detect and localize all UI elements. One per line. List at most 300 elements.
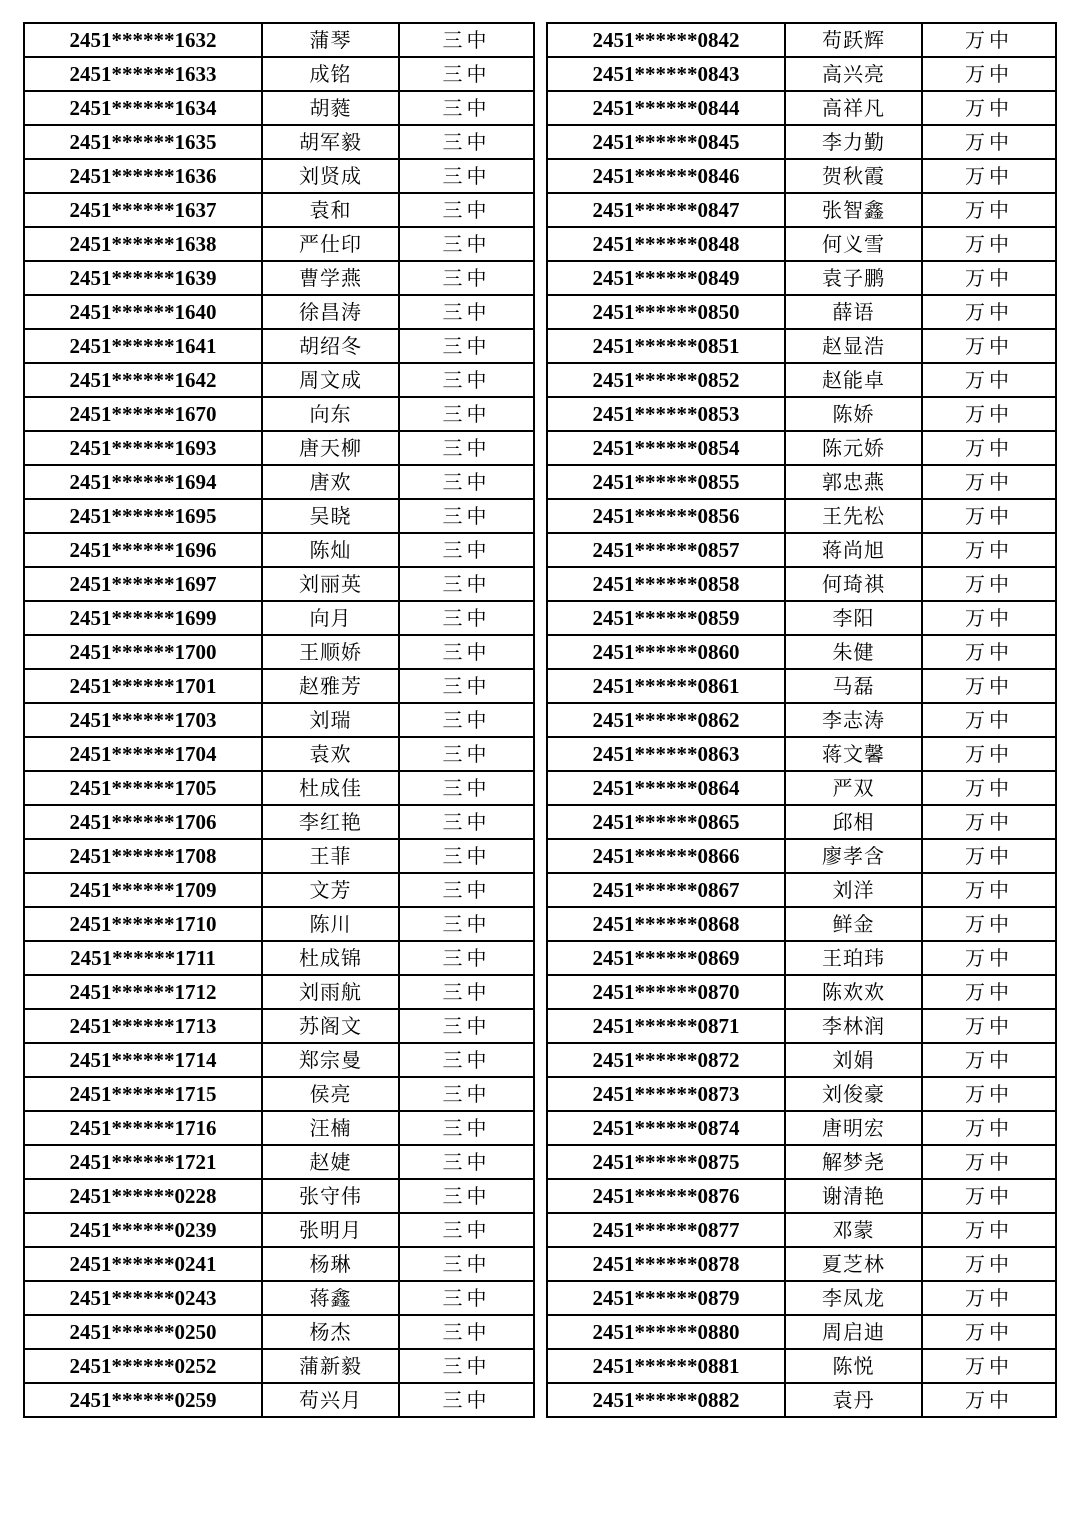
student-name-cell: 邱相 [785,805,922,839]
table-row [24,57,534,91]
student-name-cell: 吴晓 [262,499,399,533]
student-id-cell: 2451******0878 [547,1247,785,1281]
student-id-cell: 2451******1704 [24,737,262,771]
student-id-cell: 2451******0861 [547,669,785,703]
student-name-cell: 李力勤 [785,125,922,159]
table-row [547,533,1056,567]
student-name-cell: 李志涛 [785,703,922,737]
table-row [24,227,534,261]
school-cell: 万中 [922,703,1056,737]
school-cell: 万中 [922,669,1056,703]
student-id-cell: 2451******0259 [24,1383,262,1417]
table-row [547,397,1056,431]
table-row [24,261,534,295]
table-row [24,1111,534,1145]
school-cell: 万中 [922,737,1056,771]
student-name-cell: 徐昌涛 [262,295,399,329]
table-row [24,295,534,329]
table-row [24,533,534,567]
student-name-cell: 文芳 [262,873,399,907]
table-row [547,1213,1056,1247]
school-cell: 万中 [922,1179,1056,1213]
table-row [547,771,1056,805]
student-name-cell: 马磊 [785,669,922,703]
right-roster-body [547,23,1056,1417]
school-cell: 万中 [922,57,1056,91]
student-id-cell: 2451******1633 [24,57,262,91]
school-cell: 三中 [399,601,534,635]
student-id-cell: 2451******0881 [547,1349,785,1383]
table-row [547,669,1056,703]
table-row [547,261,1056,295]
school-cell: 三中 [399,873,534,907]
school-cell: 三中 [399,91,534,125]
student-name-cell: 刘贤成 [262,159,399,193]
student-name-cell: 张明月 [262,1213,399,1247]
student-name-cell: 邓蒙 [785,1213,922,1247]
student-name-cell: 蒋文馨 [785,737,922,771]
student-id-cell: 2451******0846 [547,159,785,193]
student-name-cell: 唐明宏 [785,1111,922,1145]
student-name-cell: 陈元娇 [785,431,922,465]
table-row [547,1349,1056,1383]
table-row [547,91,1056,125]
table-row [547,873,1056,907]
student-name-cell: 贺秋霞 [785,159,922,193]
student-name-cell: 袁和 [262,193,399,227]
student-name-cell: 周文成 [262,363,399,397]
student-name-cell: 杨杰 [262,1315,399,1349]
table-row [547,975,1056,1009]
student-id-cell: 2451******1721 [24,1145,262,1179]
table-row [24,329,534,363]
student-name-cell: 张守伟 [262,1179,399,1213]
student-name-cell: 蒋鑫 [262,1281,399,1315]
student-id-cell: 2451******1700 [24,635,262,669]
student-id-cell: 2451******1709 [24,873,262,907]
school-cell: 万中 [922,533,1056,567]
table-row [547,431,1056,465]
table-row [24,771,534,805]
school-cell: 万中 [922,91,1056,125]
table-row [24,91,534,125]
student-name-cell: 王顺娇 [262,635,399,669]
table-row [547,227,1056,261]
school-cell: 三中 [399,771,534,805]
table-row [24,941,534,975]
student-id-cell: 2451******0860 [547,635,785,669]
student-id-cell: 2451******0847 [547,193,785,227]
student-name-cell: 胡绍冬 [262,329,399,363]
school-cell: 万中 [922,295,1056,329]
student-name-cell: 刘洋 [785,873,922,907]
student-id-cell: 2451******1705 [24,771,262,805]
table-row [547,57,1056,91]
table-row [24,1145,534,1179]
school-cell: 万中 [922,159,1056,193]
school-cell: 万中 [922,125,1056,159]
student-id-cell: 2451******1713 [24,1009,262,1043]
table-row [24,1213,534,1247]
student-name-cell: 鲜金 [785,907,922,941]
student-name-cell: 苟兴月 [262,1383,399,1417]
student-name-cell: 苟跃辉 [785,23,922,57]
table-row [24,907,534,941]
table-row [547,805,1056,839]
table-row [547,125,1056,159]
table-row [547,737,1056,771]
table-row [24,397,534,431]
student-id-cell: 2451******0856 [547,499,785,533]
table-row [24,1179,534,1213]
table-row [547,839,1056,873]
table-row [24,363,534,397]
student-name-cell: 侯亮 [262,1077,399,1111]
student-name-cell: 杜成佳 [262,771,399,805]
student-name-cell: 朱健 [785,635,922,669]
school-cell: 万中 [922,941,1056,975]
student-id-cell: 2451******0250 [24,1315,262,1349]
student-name-cell: 蒲新毅 [262,1349,399,1383]
student-id-cell: 2451******1640 [24,295,262,329]
table-row [547,941,1056,975]
table-row [24,1281,534,1315]
table-row [24,873,534,907]
table-row [24,669,534,703]
school-cell: 万中 [922,227,1056,261]
student-id-cell: 2451******1714 [24,1043,262,1077]
student-id-cell: 2451******0851 [547,329,785,363]
school-cell: 万中 [922,329,1056,363]
student-id-cell: 2451******0852 [547,363,785,397]
school-cell: 万中 [922,23,1056,57]
student-id-cell: 2451******1641 [24,329,262,363]
student-id-cell: 2451******0880 [547,1315,785,1349]
student-id-cell: 2451******1715 [24,1077,262,1111]
student-id-cell: 2451******1694 [24,465,262,499]
student-id-cell: 2451******1699 [24,601,262,635]
table-row [24,1247,534,1281]
right-roster-table [546,22,1057,1418]
table-row [547,1315,1056,1349]
student-id-cell: 2451******0239 [24,1213,262,1247]
student-id-cell: 2451******1637 [24,193,262,227]
student-name-cell: 汪楠 [262,1111,399,1145]
school-cell: 万中 [922,1043,1056,1077]
student-id-cell: 2451******0870 [547,975,785,1009]
student-name-cell: 袁欢 [262,737,399,771]
table-row [547,601,1056,635]
student-id-cell: 2451******1710 [24,907,262,941]
student-id-cell: 2451******0876 [547,1179,785,1213]
table-row [24,431,534,465]
student-name-cell: 陈川 [262,907,399,941]
school-cell: 三中 [399,1247,534,1281]
table-row [547,1247,1056,1281]
student-id-cell: 2451******0864 [547,771,785,805]
student-id-cell: 2451******1696 [24,533,262,567]
student-id-cell: 2451******0855 [547,465,785,499]
school-cell: 万中 [922,567,1056,601]
school-cell: 三中 [399,227,534,261]
school-cell: 三中 [399,635,534,669]
table-row [24,499,534,533]
student-id-cell: 2451******1670 [24,397,262,431]
student-name-cell: 向东 [262,397,399,431]
left-roster-body [24,23,534,1417]
table-row [547,1009,1056,1043]
student-id-cell: 2451******1632 [24,23,262,57]
table-row [547,1383,1056,1417]
student-name-cell: 刘俊豪 [785,1077,922,1111]
school-cell: 三中 [399,57,534,91]
student-name-cell: 谢清艳 [785,1179,922,1213]
school-cell: 万中 [922,1315,1056,1349]
student-name-cell: 胡蕤 [262,91,399,125]
student-name-cell: 严仕印 [262,227,399,261]
student-name-cell: 袁丹 [785,1383,922,1417]
student-name-cell: 夏芝林 [785,1247,922,1281]
school-cell: 三中 [399,329,534,363]
student-id-cell: 2451******0241 [24,1247,262,1281]
student-name-cell: 郑宗曼 [262,1043,399,1077]
table-row [24,465,534,499]
student-name-cell: 高兴亮 [785,57,922,91]
student-name-cell: 蒲琴 [262,23,399,57]
school-cell: 万中 [922,1281,1056,1315]
student-name-cell: 何义雪 [785,227,922,261]
student-id-cell: 2451******0868 [547,907,785,941]
student-name-cell: 赵显浩 [785,329,922,363]
school-cell: 万中 [922,363,1056,397]
table-row [547,23,1056,57]
student-id-cell: 2451******0850 [547,295,785,329]
school-cell: 万中 [922,499,1056,533]
student-id-cell: 2451******0228 [24,1179,262,1213]
school-cell: 万中 [922,1009,1056,1043]
table-row [24,125,534,159]
table-row [547,1077,1056,1111]
school-cell: 三中 [399,533,534,567]
school-cell: 万中 [922,771,1056,805]
student-name-cell: 袁子鹏 [785,261,922,295]
school-cell: 三中 [399,567,534,601]
school-cell: 万中 [922,1247,1056,1281]
student-name-cell: 廖孝含 [785,839,922,873]
school-cell: 三中 [399,703,534,737]
school-cell: 万中 [922,601,1056,635]
student-id-cell: 2451******0842 [547,23,785,57]
school-cell: 万中 [922,1383,1056,1417]
student-id-cell: 2451******0873 [547,1077,785,1111]
table-row [547,193,1056,227]
student-name-cell: 蒋尚旭 [785,533,922,567]
student-id-cell: 2451******1711 [24,941,262,975]
table-row [24,1383,534,1417]
student-id-cell: 2451******0869 [547,941,785,975]
table-row [24,193,534,227]
table-row [24,1349,534,1383]
student-id-cell: 2451******0857 [547,533,785,567]
school-cell: 万中 [922,839,1056,873]
student-id-cell: 2451******0843 [547,57,785,91]
table-row [24,23,534,57]
student-id-cell: 2451******0849 [547,261,785,295]
student-name-cell: 苏阁文 [262,1009,399,1043]
student-id-cell: 2451******1712 [24,975,262,1009]
school-cell: 三中 [399,1383,534,1417]
table-row [24,1077,534,1111]
student-name-cell: 李凤龙 [785,1281,922,1315]
school-cell: 三中 [399,805,534,839]
table-row [24,1009,534,1043]
school-cell: 三中 [399,499,534,533]
student-name-cell: 刘娟 [785,1043,922,1077]
student-id-cell: 2451******0862 [547,703,785,737]
student-id-cell: 2451******0866 [547,839,785,873]
school-cell: 三中 [399,737,534,771]
school-cell: 万中 [922,907,1056,941]
student-id-cell: 2451******0872 [547,1043,785,1077]
student-id-cell: 2451******0863 [547,737,785,771]
student-name-cell: 胡军毅 [262,125,399,159]
table-row [547,499,1056,533]
table-row [547,465,1056,499]
school-cell: 三中 [399,1043,534,1077]
table-row [547,1281,1056,1315]
school-cell: 三中 [399,1077,534,1111]
student-id-cell: 2451******0867 [547,873,785,907]
student-id-cell: 2451******0252 [24,1349,262,1383]
table-row [24,737,534,771]
student-name-cell: 赵能卓 [785,363,922,397]
student-id-cell: 2451******1701 [24,669,262,703]
table-row [547,1111,1056,1145]
student-id-cell: 2451******1706 [24,805,262,839]
table-row [24,601,534,635]
student-id-cell: 2451******0871 [547,1009,785,1043]
school-cell: 万中 [922,465,1056,499]
school-cell: 万中 [922,1077,1056,1111]
school-cell: 万中 [922,873,1056,907]
school-cell: 三中 [399,363,534,397]
student-id-cell: 2451******1636 [24,159,262,193]
school-cell: 万中 [922,635,1056,669]
student-name-cell: 陈灿 [262,533,399,567]
school-cell: 三中 [399,1179,534,1213]
table-row [547,703,1056,737]
student-id-cell: 2451******0865 [547,805,785,839]
school-cell: 三中 [399,1111,534,1145]
table-row [24,1043,534,1077]
table-row [547,1145,1056,1179]
school-cell: 三中 [399,159,534,193]
student-name-cell: 何琦祺 [785,567,922,601]
student-name-cell: 陈欢欢 [785,975,922,1009]
student-name-cell: 陈娇 [785,397,922,431]
student-id-cell: 2451******0877 [547,1213,785,1247]
school-cell: 三中 [399,125,534,159]
school-cell: 三中 [399,1009,534,1043]
student-id-cell: 2451******0875 [547,1145,785,1179]
student-name-cell: 赵雅芳 [262,669,399,703]
school-cell: 三中 [399,975,534,1009]
school-cell: 万中 [922,1145,1056,1179]
school-cell: 三中 [399,23,534,57]
student-id-cell: 2451******0845 [547,125,785,159]
left-roster-table [23,22,535,1418]
student-name-cell: 刘丽英 [262,567,399,601]
student-name-cell: 唐欢 [262,465,399,499]
school-cell: 三中 [399,431,534,465]
school-cell: 三中 [399,261,534,295]
student-name-cell: 唐天柳 [262,431,399,465]
student-name-cell: 成铭 [262,57,399,91]
table-row [547,567,1056,601]
table-row [24,703,534,737]
table-row [24,1315,534,1349]
student-id-cell: 2451******0243 [24,1281,262,1315]
table-row [547,295,1056,329]
school-cell: 三中 [399,669,534,703]
student-id-cell: 2451******1716 [24,1111,262,1145]
student-id-cell: 2451******1697 [24,567,262,601]
school-cell: 万中 [922,1213,1056,1247]
student-name-cell: 陈悦 [785,1349,922,1383]
student-id-cell: 2451******1708 [24,839,262,873]
student-name-cell: 高祥凡 [785,91,922,125]
student-id-cell: 2451******1638 [24,227,262,261]
school-cell: 三中 [399,1213,534,1247]
school-cell: 三中 [399,295,534,329]
student-name-cell: 赵婕 [262,1145,399,1179]
student-name-cell: 杨琳 [262,1247,399,1281]
student-name-cell: 刘雨航 [262,975,399,1009]
table-row [24,567,534,601]
table-row [547,907,1056,941]
student-id-cell: 2451******1639 [24,261,262,295]
school-cell: 三中 [399,1281,534,1315]
student-id-cell: 2451******0859 [547,601,785,635]
student-name-cell: 张智鑫 [785,193,922,227]
student-id-cell: 2451******1634 [24,91,262,125]
student-name-cell: 向月 [262,601,399,635]
school-cell: 三中 [399,1315,534,1349]
school-cell: 万中 [922,1349,1056,1383]
student-id-cell: 2451******0854 [547,431,785,465]
school-cell: 三中 [399,941,534,975]
school-cell: 万中 [922,1111,1056,1145]
school-cell: 万中 [922,975,1056,1009]
student-id-cell: 2451******0853 [547,397,785,431]
student-id-cell: 2451******1635 [24,125,262,159]
table-row [24,159,534,193]
student-name-cell: 李林润 [785,1009,922,1043]
student-name-cell: 李阳 [785,601,922,635]
student-id-cell: 2451******0858 [547,567,785,601]
student-id-cell: 2451******1642 [24,363,262,397]
school-cell: 三中 [399,465,534,499]
student-id-cell: 2451******0844 [547,91,785,125]
table-row [547,159,1056,193]
student-name-cell: 王菲 [262,839,399,873]
table-row [547,635,1056,669]
student-id-cell: 2451******0879 [547,1281,785,1315]
student-name-cell: 严双 [785,771,922,805]
student-id-cell: 2451******1703 [24,703,262,737]
school-cell: 万中 [922,805,1056,839]
table-row [24,635,534,669]
